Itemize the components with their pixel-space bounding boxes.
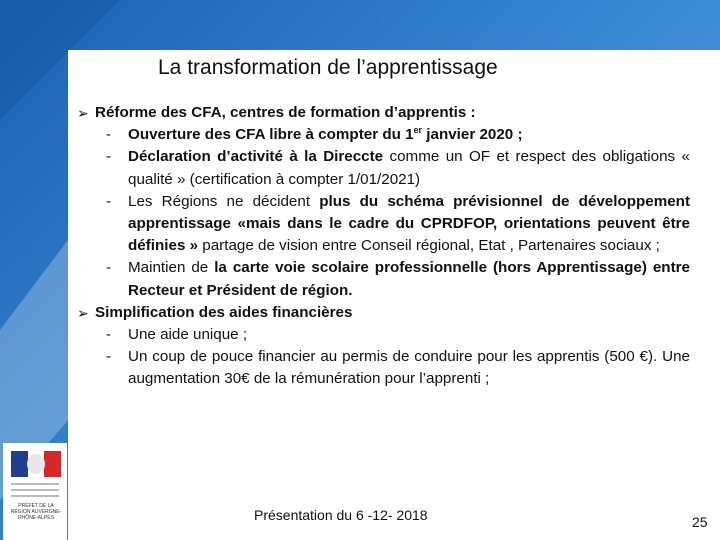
- bullet-item: ➢ Réforme des CFA, centres de formation d’apprentis :: [75, 102, 690, 124]
- logo-divider: [11, 483, 59, 485]
- dash-icon: -: [106, 126, 112, 144]
- dash-icon: -: [106, 348, 112, 366]
- sub-item: - Déclaration d’activité à la Direccte comme un OF et respect des obligations « qualité » (certification à compter 1/01/2021): [106, 148, 690, 188]
- sub-item: - Ouverture des CFA libre à compter du 1er janvier 2020 ;: [75, 124, 690, 146]
- dash-icon: -: [106, 192, 112, 210]
- arrow-bullet-icon: ➢: [77, 304, 89, 321]
- dash-icon: -: [106, 326, 112, 344]
- sub-item: - Un coup de pouce financier au permis de conduire pour les apprentis (500 €). Une augmentation 30€ de la rémunération pour l’apprenti ;: [106, 348, 690, 388]
- slide-title: La transformation de l’apprentissage: [158, 56, 498, 79]
- slide-content: [75, 102, 690, 391]
- logo-divider: [11, 495, 59, 497]
- logo-text: PRÉFET DE LA RÉGION AUVERGNE-RHÔNE-ALPES: [10, 503, 62, 521]
- slide-footer: Présentation du 6 -12- 2018: [254, 507, 428, 523]
- prefecture-logo: [3, 443, 67, 540]
- dash-icon: -: [106, 148, 112, 166]
- logo-divider: [11, 489, 59, 491]
- sub-item: - Une aide unique ;: [75, 324, 690, 346]
- sub-item: - Maintien de la carte voie scolaire professionnelle (hors Apprentissage) entre Recteur et Président de région.: [106, 259, 690, 299]
- page-number: 25: [692, 514, 708, 530]
- arrow-bullet-icon: ➢: [77, 105, 89, 121]
- bullet-item: ➢ Simplification des aides financières: [75, 302, 690, 324]
- sub-item: - Les Régions ne décident plus du schéma prévisionnel de développement apprentissage «mais dans le cadre du CPRDFOP, orientations peuvent être définies » partage de vision entre Conseil régional, Etat , Partenaires sociaux ;: [106, 192, 691, 255]
- dash-icon: -: [106, 259, 112, 277]
- marianne-flag-icon: [11, 451, 61, 477]
